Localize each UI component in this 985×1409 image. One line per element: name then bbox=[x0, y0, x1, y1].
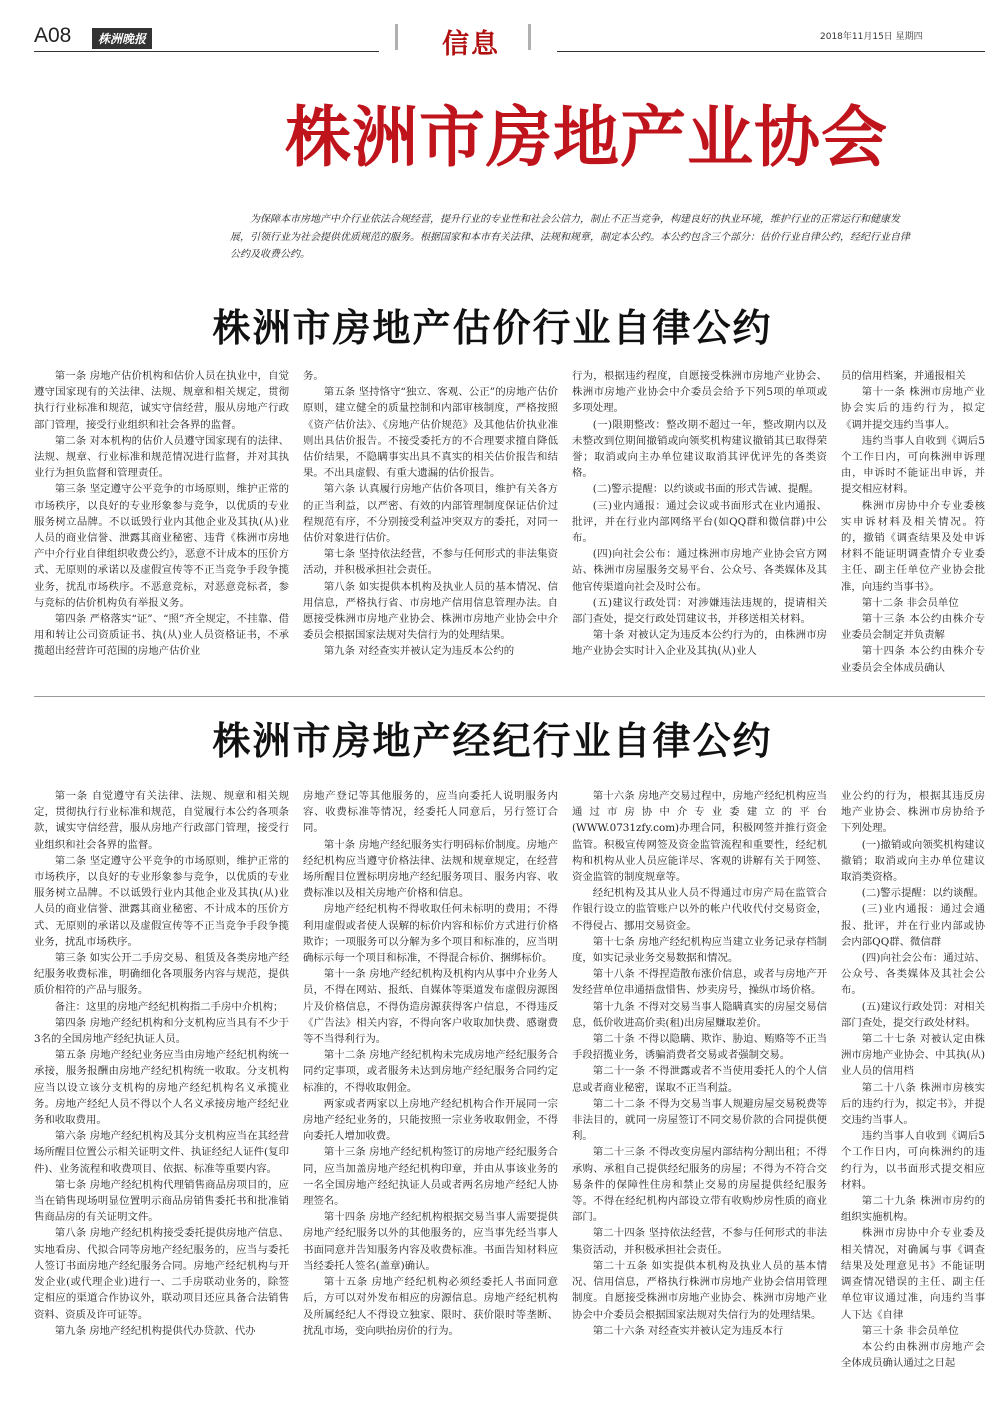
paragraph: (一)限期整改：整改期不超过一年，整改期内以及未整改到位期间撤销或向领奖机构建议撤销其已取得荣誉；取消或向主办单位建议取消其评优评先的各类资格。 bbox=[572, 418, 827, 480]
paragraph: 房地产经纪机构不得收取任何未标明的费用；不得利用虚假或者使人误解的标价内容和标价方式进行价格欺诈；一项服务可以分解为多个项目和标准的，应当明确标示每一个项目和标准，不得混合标价、捆绑标价。 bbox=[303, 903, 558, 965]
paragraph: 第二十七条 对被认定由株洲市房地产业协会、中其执(从)业人员的信用档 bbox=[841, 1033, 985, 1078]
paragraph: 第二十五条 如实提供本机构及执业人员的基本情况、信用信息，严格执行株洲市房地产业协会信用管理制度。自愿接受株洲市房地产业协会、株洲市房地产业协会中介委员会根据国家法规对失信行为的处理结果。 bbox=[572, 1259, 827, 1321]
paragraph: (四)向社会公布：通过株洲市房地产业协会官方网站、株洲市房屋服务交易平台、公众号、各类媒体及其他官传渠道向社会及时公布。 bbox=[572, 548, 827, 593]
paragraph: (二)警示提醒：以约谈或书面的形式告诫、提醒。 bbox=[592, 483, 820, 496]
article2-column bbox=[303, 788, 558, 1400]
paragraph: 务。 bbox=[303, 370, 324, 382]
paragraph: 第二十二条 不得为交易当事人规避房屋交易税费等非法目的，就同一房屋签订不同交易价款的合同提供便利。 bbox=[572, 1097, 827, 1143]
paragraph: 第十条 房地产经纪服务实行明码标价制度。房地产经纪机构应当遵守价格法律、法规和规章规定，在经营场所醒目位置标明房地产经纪服务项目、服务内容、收费标准以及相关房地产价格和信息。 bbox=[303, 838, 558, 900]
article1-column bbox=[841, 368, 985, 688]
paragraph: 第七条 房地产经纪机构代理销售商品房项目的，应当在销售现场明显位置明示商品房销售委托书和批准销售商品房的有关证明文件。 bbox=[34, 1178, 289, 1224]
article1-column bbox=[303, 368, 558, 688]
paragraph: 第十二条 非会员单位 bbox=[861, 596, 959, 609]
issue-date: 2018年11月15日 星期四 bbox=[820, 32, 923, 42]
paragraph: 第八条 如实提供本机构及执业人员的基本情况、信用信息，严格执行省、市房地产信用信息管理办法。自愿接受株洲市房地产业协会、株洲市房地产业协会中介委员会根据国家法规对失信行为的处理结果。 bbox=[303, 580, 558, 642]
article2-column bbox=[841, 788, 985, 1400]
paragraph: 违约当事人自收到《调后5个工作日内，可向株洲约的违约行为，以书面形式提交相应材料。 bbox=[841, 1130, 985, 1191]
paragraph: 第二十九条 株洲市房约的组织实施机构。 bbox=[841, 1195, 985, 1224]
paragraph: 第一条 房地产估价机构和估价人员在执业中，自觉遵守国家现有的关法律、法规、规章和相关规定，贯彻执行行业标准和规范，诚实守信经营，服从房地产行政部门管理，接受行业组织和社会各界的监督。 bbox=[34, 370, 289, 431]
header-divider-left bbox=[395, 24, 398, 50]
paragraph: 第六条 认真履行房地产估价各项目，维护有关各方的正当利益，以严密、有效的内部管理制度保证估价过程规范有序，不分别接受利益冲突双方的委托，对同一估价对象进行估价。 bbox=[303, 483, 558, 545]
paragraph: 第二十三条 不得改变房屋内部结构分割出租；不得承购、承租自己提供经纪服务的房屋；不得为不符合交易条件的保障性住房和禁止交易的房屋提供经纪服务等。不得在经纪机构内部设立带有收购炒房性质的商业部门。 bbox=[572, 1146, 827, 1224]
paragraph: (一)撤销或向领奖机构建议撤销；取消或向主办单位建议取消类资格。 bbox=[841, 838, 985, 884]
intro-paragraph: 为保障本市房地产中介行业依法合规经营，提升行业的专业性和社会公信力，制止不正当竞争，构建良好的执业环境，维护行业的正常运行和健康发展，引领行业为社会提供优质规范的服务。根据国家和本市有关法律、法规和规章，制定本公约。本公约包含三个部分：估价行业自律公约，经纪行业自律公约及收费公约。 bbox=[230, 214, 910, 260]
paragraph: 第九条 对经查实并被认定为违反本公约的 bbox=[323, 645, 515, 658]
paragraph: 第十八条 不得捏造散布涨价信息，或者与房地产开发经营单位串通捂盘惜售、炒卖房号，操纵市场价格。 bbox=[572, 968, 827, 997]
paragraph: 第十一条 房地产经纪机构及机构内从事中介业务人员，不得在网站、报纸、自媒体等渠道发布虚假房源图片及价格信息，不得伪造房源获得客户信息，不得违反《广告法》相关内容，不得向客户收取加快费、感谢费等不当得利行为。 bbox=[303, 968, 558, 1046]
paragraph: (五)建议行政处罚：对相关部门查处，提交行政处材料。 bbox=[841, 1000, 985, 1029]
paragraph: 行为，根据违约程度，自愿接受株洲市房地产业协会、株洲市房地产业协会中介委员会给予下列5项的单项或多项处理。 bbox=[572, 370, 827, 415]
paragraph: 第五条 坚持恪守“独立、客观、公正”的房地产估价原则，建立健全的质量控制和内部审核制度，严格按照《资产估价法》、《房地产估价规范》及其他估价执业准则出具估价报告。不接受委托方的不合理要求擅自降低估价结果，不隐瞒事实出具不真实的相关估价报告和结果。不出具虚假、有重大遗漏的估价报告。 bbox=[303, 386, 558, 480]
article1-column bbox=[34, 368, 289, 688]
paragraph: 备注：这里的房地产经纪机构指二手房中介机构； bbox=[54, 1000, 284, 1013]
article2-title: 株洲市房地产经纪行业自律公约 bbox=[212, 719, 773, 763]
paragraph: 第三条 坚定遵守公平竞争的市场原则，维护正常的市场秩序，以良好的专业形象参与竞争，以优质的专业服务树立品牌。不以诋毁行业内其他企业及其执(从)业人员的商业信誉、泄露其商业秘密、违背《株洲市房地产中介行业自律组织收费公约》，恶意不计成本的压价方式、无原则的承诺以及虚假宣传等不正当竞争手段争揽业务，扰乱市场秩序。不恶意竞标，对恶意竞标者，参与竞标的估价机构负有举报义务。 bbox=[34, 483, 289, 609]
paragraph: (四)向社会公布：通过站、公众号、各类媒体及其社会公布。 bbox=[841, 952, 985, 997]
paragraph: 第十九条 不得对交易当事人隐瞒真实的房屋交易信息，低价收进高价卖(租)出房屋赚取差价。 bbox=[572, 1000, 827, 1029]
article2-column bbox=[34, 788, 289, 1400]
article-separator bbox=[34, 696, 985, 697]
paragraph: 第十三条 房地产经纪机构签订的房地产经纪服务合同，应当加盖房地产经纪机构印章，并由从事该业务的一名全国房地产经纪执证人员或者两名房地产经纪人协理签名。 bbox=[303, 1146, 558, 1208]
newspaper-logo: 株洲晚报 bbox=[92, 28, 152, 49]
header-rule-left bbox=[34, 51, 379, 52]
paragraph: 第十五条 房地产经纪机构必须经委托人书面同意后，方可以对外发布相应的房源信息。房地产经纪机构及所属经纪人不得设立独家、限时、获价限时等垄断、扰乱市场，变向哄抬房价的行为。 bbox=[303, 1276, 558, 1337]
header-divider-right bbox=[528, 24, 531, 50]
paragraph: 业公约的行为，根据其违反房地产业协会、株洲市房协给予下列处理。 bbox=[841, 790, 985, 835]
paragraph: 第二十八条 株洲市房核实后的违约行为，拟定书》，并提交违约当事人。 bbox=[841, 1081, 985, 1127]
paragraph: 第五条 房地产经纪业务应当由房地产经纪机构统一承接，服务报酬由房地产经纪机构统一收取。分支机构应当以设立该分支机构的房地产经纪机构名义承揽业务。房地产经纪人员不得以个人名义承接房地产经纪业务和收取费用。 bbox=[34, 1049, 289, 1127]
paragraph: 第四条 房地产经纪机构和分支机构应当具有不少于3名的全国房地产经纪执证人员。 bbox=[34, 1016, 289, 1046]
article2-column bbox=[572, 788, 827, 1400]
paragraph: 第二条 坚定遵守公平竞争的市场原则，维护正常的市场秩序，以良好的专业形象参与竞争，以优质的专业服务树立品牌。不以诋毁行业内其他企业及其执(从)业人员的商业信誉、泄露其商业秘密、不计成本的压价方式、无原则的承诺以及虚假宣传等不正当竞争手段争揽业务，扰乱市场秩序。 bbox=[34, 854, 289, 948]
paragraph: 第七条 坚持依法经营，不参与任何形式的非法集资活动，并积极承担社会责任。 bbox=[303, 548, 558, 577]
paragraph: 第三条 如实公开二手房交易、租赁及各类房地产经纪服务收费标准，明确细化各项服务内容与规范，提供质价相符的产品与服务。 bbox=[34, 952, 289, 997]
paragraph: (五)建议行政处罚：对涉嫌违法违规的，提请相关部门查处，提交行政处罚建议书，并移送相关材料。 bbox=[572, 596, 827, 626]
paragraph: 第十条 对被认定为违反本公约行为的，由株洲市房地产业协会实时计入企业及其执(从)业人 bbox=[572, 629, 827, 658]
header-rule-right bbox=[557, 51, 985, 52]
section-title: 信息 bbox=[442, 29, 500, 60]
paragraph: 株洲市房协中介专业委及相关情况，对确属与事《调查结果及处理意见书》不能证明调查情况错误的主任、副主任单位审议通过准，向违约当事人下达《自律 bbox=[841, 1227, 985, 1321]
paragraph: 第二条 对本机构的估价人员遵守国家现有的法律、法规、规章、行业标准和规范情况进行监督，并对其执业行为担负监督和管理责任。 bbox=[34, 434, 289, 480]
paragraph: 两家或者两家以上房地产经纪机构合作开展同一宗房地产经纪业务的，只能按照一宗业务收取佣金，不得向委托人增加收费。 bbox=[303, 1097, 558, 1143]
article1-column bbox=[572, 368, 827, 688]
paragraph: (二)警示提醒：以约谈醒。 bbox=[861, 887, 985, 900]
paragraph: 第一条 自觉遵守有关法律、法规、规章和相关规定，贯彻执行行业标准和规范，自觉履行本公约各项条款，诚实守信经营，服从房地产行政部门管理，接受行业组织和社会各界的监督。 bbox=[34, 790, 289, 851]
paragraph: (三)业内通报：通过会议或书面形式在业内通报、批评，并在行业内部网络平台(如QQ群和微信群)中公布。 bbox=[572, 499, 827, 545]
paragraph: 第十四条 本公约由株介专业委员会全体成员确认 bbox=[841, 645, 985, 674]
page-header bbox=[0, 0, 985, 70]
paragraph: 员的信用档案，并通报相关 bbox=[841, 370, 966, 382]
paragraph: 第十三条 本公约由株介专业委员会制定并负责解 bbox=[841, 613, 985, 642]
page-number: A08 bbox=[34, 24, 72, 47]
paragraph: 第二十六条 对经查实并被认定为违反本行 bbox=[592, 1324, 784, 1337]
paragraph: 第二十四条 坚持依法经营，不参与任何形式的非法集资活动，并积极承担社会责任。 bbox=[572, 1227, 827, 1256]
paragraph: 第十七条 房地产经纪机构应当建立业务记录存档制度，如实记录业务交易数据和情况。 bbox=[572, 935, 827, 965]
paragraph: 第十一条 株洲市房地产业协会实后的违约行为，拟定《调并提交违约当事人。 bbox=[841, 386, 985, 431]
paragraph: 第四条 严格落实“证”、“照”齐全规定，不挂靠、借用和转让公司资质证书、执(从)业人员资格证书，不承揽超出经营许可范围的房地产估价业 bbox=[34, 613, 289, 658]
paragraph: 房地产登记等其他服务的，应当向委托人说明服务内容、收费标准等情况，经委托人同意后，另行签订合同。 bbox=[303, 790, 558, 835]
main-title: 株洲市房地产业协会 bbox=[285, 99, 888, 176]
paragraph: 第十六条 房地产交易过程中，房地产经纪机构应当通过市房协中介专业委建立的平台(WWW.0731zfy.com)办理合同，积极网签并推行资金监管。积极宣传网签及资金监管流程和重要性，经纪机构和机构从业人员应能详尽、客观的讲解有关于网签、资金监管的制度规章等。 bbox=[572, 790, 827, 884]
paragraph: 违约当事人自收到《调后5个工作日内，可向株洲申诉理由，申诉时不能证出申诉，并提交相应材料。 bbox=[841, 434, 985, 496]
paragraph: 第十四条 房地产经纪机构根据交易当事人需要提供房地产经纪服务以外的其他服务的，应当事先经当事人书面同意并告知服务内容及收费标准。书面告知材料应当经委托人签名(盖章)确认。 bbox=[303, 1211, 558, 1272]
paragraph: (三)业内通报：通过会通报、批评，并在行业内部或协会内部QQ群、微信群 bbox=[841, 903, 985, 948]
paragraph: 第八条 房地产经纪机构接受委托提供房地产信息、实地看房、代拟合同等房地产经纪服务的，应当与委托人签订书面房地产经纪服务合同。房地产经纪机构与开发企业(或代理企业)进行一、二手房联动业务的，除签定相应的渠道合作协议外，联动项目还应具备合法销售资料、资质及许可证等。 bbox=[34, 1227, 289, 1321]
paragraph: 第十二条 房地产经纪机构未完成房地产经纪服务合同约定事项，或者服务未达到房地产经纪服务合同约定标准的，不得收取佣金。 bbox=[303, 1049, 558, 1094]
article1-title: 株洲市房地产估价行业自律公约 bbox=[212, 306, 773, 350]
paragraph: 第三十条 非会员单位 bbox=[861, 1324, 959, 1337]
paragraph: 第二十一条 不得泄露或者不当使用委托人的个人信息或者商业秘密，谋取不正当利益。 bbox=[572, 1065, 827, 1094]
paragraph: 第二十条 不得以隐瞒、欺诈、胁迫、贿赂等不正当手段招揽业务，诱骗消费者交易或者强制交易。 bbox=[572, 1033, 827, 1062]
paragraph: 第六条 房地产经纪机构及其分支机构应当在其经营场所醒目位置公示相关证明文件、执证经纪人证件(复印件)、业务流程和收费项目、依据、标准等重要内容。 bbox=[34, 1130, 289, 1175]
paragraph: 株洲市房协中介专业委核实申诉材料及相关情况。符的，撤销《调查结果及处申诉材料不能证明调查情介专业委主任、副主任单位产业协会批准，向违约当事书》。 bbox=[841, 499, 985, 593]
paragraph: 经纪机构及其从业人员不得通过市房产局在监管合作银行设立的监管账户以外的帐户代收代付交易资金，不得侵占、挪用交易资金。 bbox=[572, 887, 827, 932]
paragraph: 本公约由株洲市房地产会全体成员确认通过之日起 bbox=[841, 1340, 985, 1370]
paragraph: 第九条 房地产经纪机构提供代办贷款、代办 bbox=[54, 1324, 256, 1337]
